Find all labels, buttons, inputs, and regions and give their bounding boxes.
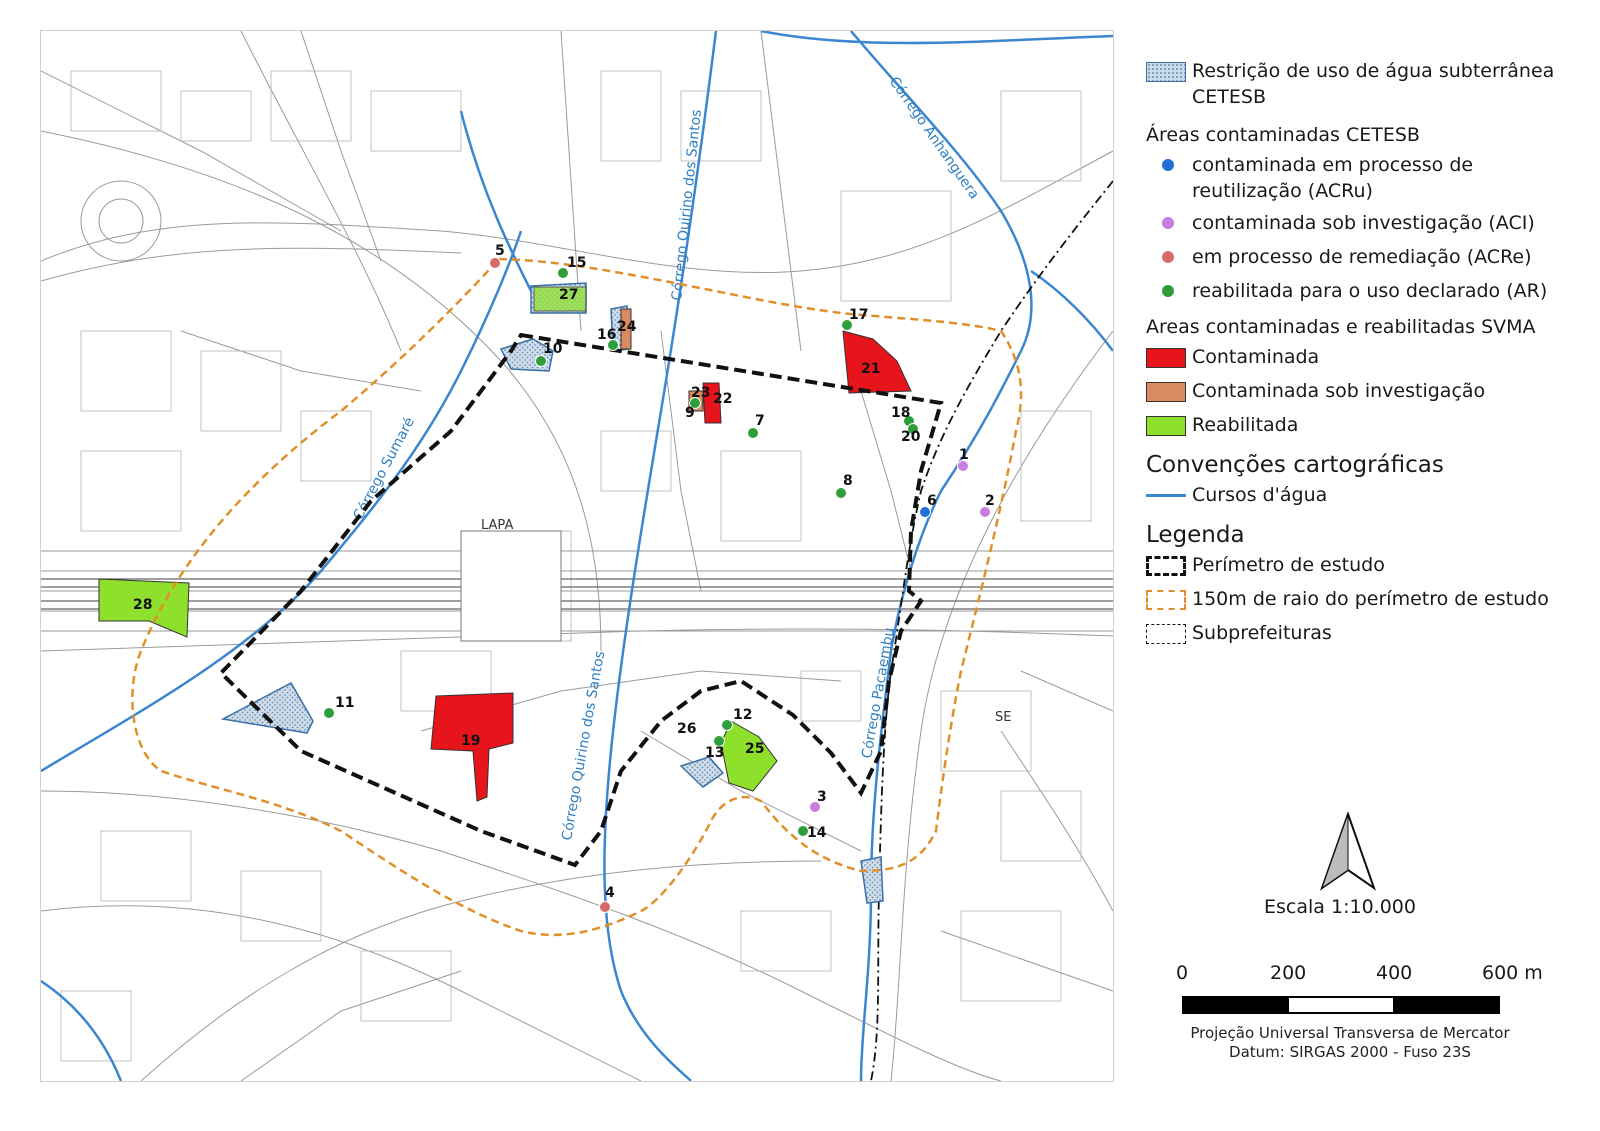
river-line-icon [1146,494,1186,497]
scale-tick-200: 200 [1270,962,1307,984]
area-label-22: 22 [713,391,733,407]
area-label-27: 27 [559,287,579,303]
place-label-se: SE [995,710,1012,725]
scale-bar-segment-2 [1289,998,1394,1012]
legend-label-restricao: Restrição de uso de água subterrânea CETESB [1192,60,1555,108]
point-label-10: 10 [543,341,563,357]
point-label-6: 6 [927,493,937,509]
map-canvas[interactable] [41,31,1113,1081]
legend-item-ar [1146,276,1586,310]
river-label-quirino-north: Córrego Quirino dos Santos [669,108,706,302]
area-label-23: 23 [691,385,711,401]
aci-dot-icon [1162,217,1174,229]
contamination-point-12[interactable] [722,720,733,731]
legend-label-raio: 150m de raio do perímetro de estudo [1192,588,1549,610]
legend-label-reabilitada: Reabilitada [1192,414,1299,436]
street-network [41,31,1113,1081]
scale-tick-600: 600 m [1482,962,1543,984]
legend-label-contaminada: Contaminada [1192,346,1320,368]
scale-tick-0: 0 [1176,962,1189,984]
reabilitada-swatch [1146,416,1186,436]
point-label-3: 3 [817,789,827,805]
river-north-edge [761,31,1113,43]
point-label-18: 18 [891,405,911,421]
river-east [1031,271,1113,351]
river-quirino [604,31,716,1081]
area-label-24: 24 [617,319,637,335]
ar-dot-icon [1162,285,1174,297]
legend-item-subprefeituras [1146,618,1586,652]
point-label-20: 20 [901,429,921,445]
legend-item-raio [1146,584,1586,618]
point-label-8: 8 [843,473,853,489]
legend-item-contaminada [1146,342,1586,376]
subprefeituras-swatch [1146,624,1186,644]
map-frame[interactable] [40,30,1114,1082]
legend-heading-svma: Areas contaminadas e reabilitadas SVMA [1146,316,1536,338]
legend-label-sob-investigacao: Contaminada sob investigação [1192,380,1486,402]
point-label-17: 17 [849,307,869,323]
legend [1146,56,1586,652]
lapa-station-block [461,531,561,641]
place-label-lapa: LAPA [481,518,514,533]
legend-label-acre: em processo de remediação (ACRe) [1192,246,1532,268]
legend-item-reabilitada [1146,410,1586,444]
point-label-12: 12 [733,707,753,723]
river-label-sumare: Córrego Sumaré [350,414,418,523]
river-label-quirino-south: Córrego Quirino dos Santos [559,649,609,842]
scale-title: Escala 1:10.000 [1264,896,1416,918]
point-label-2: 2 [985,493,995,509]
acre-dot-icon [1162,251,1174,263]
north-arrow-icon [1318,812,1378,892]
contamination-point-4[interactable] [600,902,611,913]
contamination-point-5[interactable] [490,258,501,269]
contamination-points [324,243,995,913]
point-label-1: 1 [959,447,969,463]
legend-item-acre [1146,242,1586,276]
legend-label-ar: reabilitada para o uso declarado (AR) [1192,280,1548,302]
legend-item-sob-investigacao [1146,376,1586,410]
legend-item-aci [1146,208,1586,242]
scale-bar-segment-3 [1393,998,1498,1012]
contamination-point-8[interactable] [836,488,847,499]
legend-item-cursos [1146,480,1586,514]
legend-item-restricao [1146,56,1586,118]
river-label-anhanguera: Córrego Anhanguera [885,74,983,203]
point-label-15: 15 [567,255,587,271]
legend-label-aci: contaminada sob investigação (ACI) [1192,212,1535,234]
projection-note [1140,1024,1560,1062]
legend-heading-legenda: Legenda [1146,522,1245,548]
point-label-13: 13 [705,745,725,761]
railway [41,579,1113,609]
river-label-pacaembu: Córrego Pacaembu [859,626,898,760]
legend-heading-cetesb: Áreas contaminadas CETESB [1146,124,1420,146]
point-label-11: 11 [335,695,355,711]
projection-line-2: Datum: SIRGAS 2000 - Fuso 23S [1229,1043,1471,1061]
contamination-point-10[interactable] [536,356,547,367]
legend-item-perimetro [1146,550,1586,584]
area-label-25: 25 [745,741,765,757]
raio-swatch [1146,590,1186,610]
point-label-4: 4 [605,885,615,901]
area-label-28: 28 [133,597,153,613]
point-label-7: 7 [755,413,765,429]
point-label-14: 14 [807,825,827,841]
contamination-point-11[interactable] [324,708,335,719]
area-label-21: 21 [861,361,881,377]
point-label-5: 5 [495,243,505,259]
point-label-9: 9 [685,405,695,421]
rivers [41,31,1113,1081]
river-sw [41,981,121,1081]
scale-tick-400: 400 [1376,962,1413,984]
legend-heading-convencoes: Convenções cartográficas [1146,452,1444,478]
scale-bar [1182,996,1500,1014]
contaminada-swatch [1146,348,1186,368]
legend-label-subprefeituras: Subprefeituras [1192,622,1332,644]
acru-dot-icon [1162,159,1174,171]
point-label-16: 16 [597,327,617,343]
scale-bar-segment-1 [1184,998,1289,1012]
legend-label-perimetro: Perímetro de estudo [1192,554,1385,576]
legend-label-cursos: Cursos d'água [1192,484,1328,506]
area-label-26: 26 [677,721,697,737]
area-label-19: 19 [461,733,481,749]
contamination-point-7[interactable] [748,428,759,439]
perimetro-swatch [1146,556,1186,576]
legend-item-acru [1146,150,1586,208]
sob-investigacao-swatch [1146,382,1186,402]
legend-label-acru: contaminada em processo de reutilização (ACRu) [1192,154,1474,202]
restricao-swatch [1146,62,1186,82]
projection-line-1: Projeção Universal Transversa de Mercator [1190,1024,1510,1042]
